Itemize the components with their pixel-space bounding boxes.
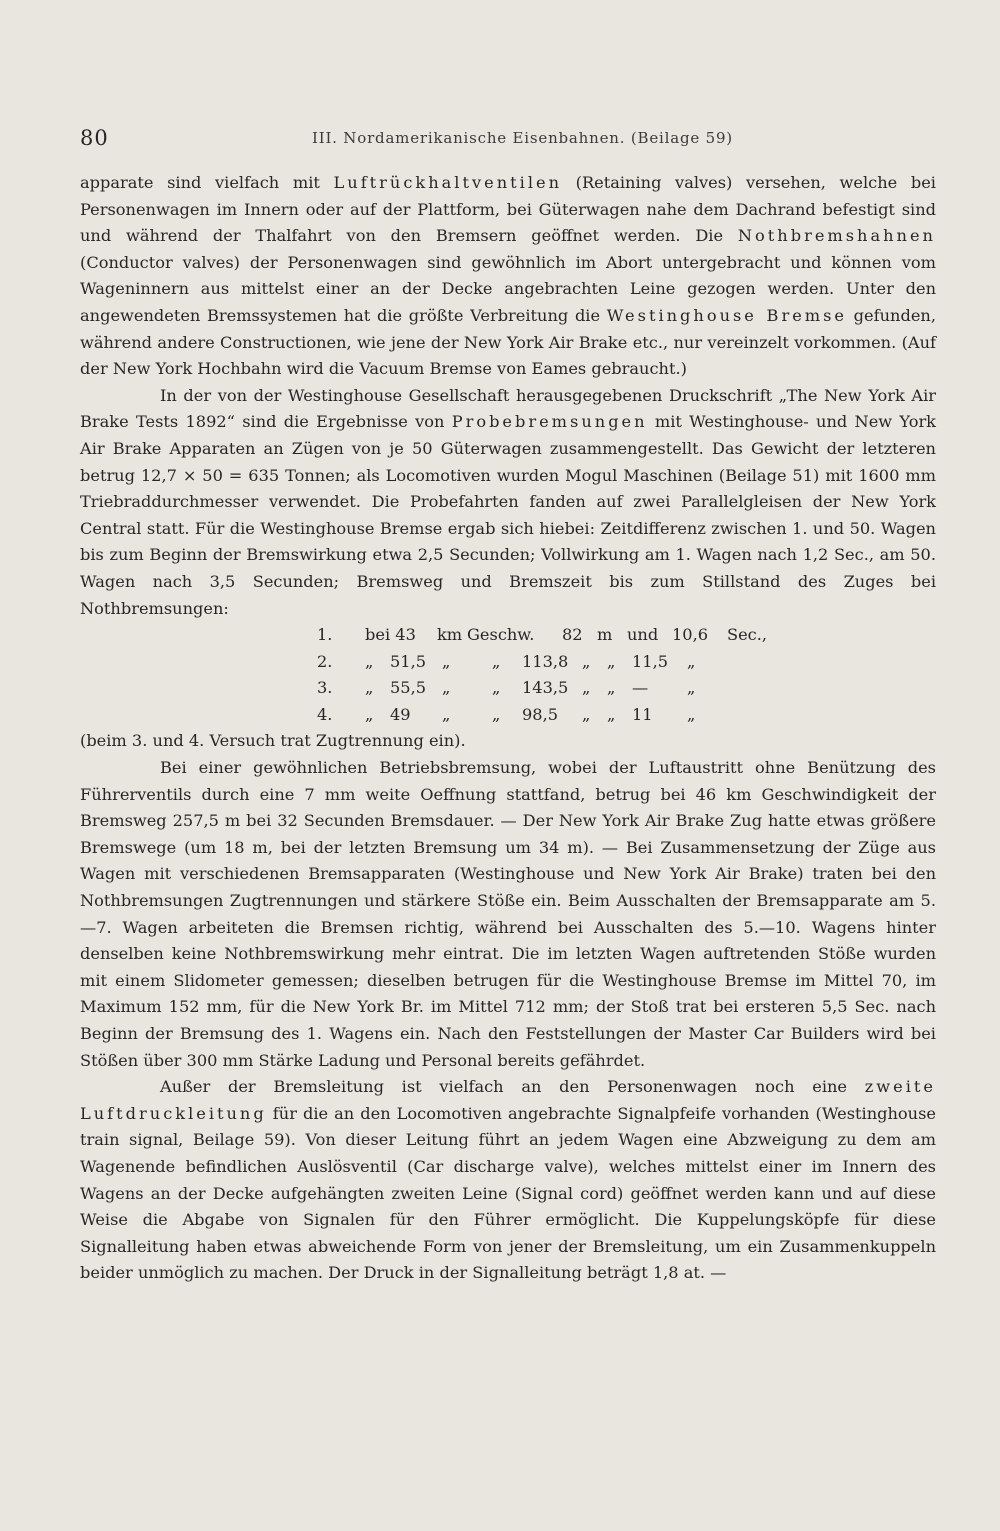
table-cell: 55,5 bbox=[390, 678, 427, 698]
table-cell: und bbox=[627, 625, 659, 645]
table-cell: 143,5 bbox=[522, 678, 569, 698]
table-cell: 51,5 bbox=[390, 651, 427, 671]
table-cell: „ bbox=[687, 704, 696, 724]
paragraph-retaining-valves bbox=[80, 170, 936, 383]
paragraph-service-braking: Bei einer gewöhnlichen Betriebsbremsung, wobei der Luftaustritt ohne Benützung des Führerventils durch eine 7 mm weite Oeffnung stattfand, betrug bei 46 km Geschwindigkeit der Bremsweg 257,5 m bei 32 Secunden Bremsdauer. — Der New York Air Brake Zug hatte etwas größere Bremswege (um 18 m, bei der letzten Bremsung um 34 m). — Bei Zusammensetzung der Züge aus Wagen mit verschiedenen Bremsapparaten (Westinghouse und New York Air Brake) traten bei den Nothbremsungen Zugtrennungen und stärkere Stöße ein. Beim Ausschalten der Bremsapparate am 5.—7. Wagen arbeiteten die Bremsen richtig, während bei Ausschalten des 5.—10. Wagens hinter denselben keine Nothbremswirkung mehr eintrat. Die im letzten Wagen auftretenden Stöße wurden mit einem Slidometer gemessen; dieselben betrugen für die Westinghouse Bremse im Mittel 70, im Maximum 152 mm, für die New York Br. im Mittel 712 mm; der Stoß trat bei ersteren 5,5 Sec. nach Beginn der Bremsung des 1. Wagens ein. Nach den Feststellungen der Master Car Builders wird bei Stößen über 300 mm Stärke Ladung und Personal bereits gefährdet. bbox=[80, 758, 936, 1070]
paragraph-brake-tests bbox=[80, 383, 936, 622]
table-cell: m bbox=[597, 625, 613, 645]
page-number: 80 bbox=[80, 126, 109, 150]
running-head: III. Nordamerikanische Eisenbahnen. (Beilage 59) bbox=[312, 129, 733, 147]
table-row bbox=[80, 675, 936, 702]
page-header bbox=[80, 126, 936, 156]
emphasis-term: Probebremsungen bbox=[451, 412, 648, 432]
table-cell: „ bbox=[687, 678, 696, 698]
table-cell: 2. bbox=[317, 651, 333, 671]
text-run: (Conductor valves) der Personenwagen sind gewöhnlich im Abort untergebracht und können vom Wageninnern aus mittelst einer an der Decke angebrachten Leine gezogen werden. Unter den angewendeten Bremssystemen hat die größte Verbreitung die bbox=[80, 252, 936, 325]
text-run: für die an den Locomotiven angebrachte Signalpfeife vorhanden (Westinghouse train signal, Beilage 59). Von dieser Leitung führt an jedem Wagen eine Abzweigung zu dem am Wagenende befindlichen Auslösventil (Car discharge valve), welches mittelst einer im Innern des Wagens an der Decke aufgehängten zweiten Leine (Signal cord) geöffnet werden kann und auf diese Weise die Abgabe von Signalen für den Führer ermöglicht. Die Kuppelungsköpfe für diese Signalleitung haben etwas abweichende Form von jener der Bremsleitung, um ein Zusammenkuppeln beider unmöglich zu machen. Der Druck in der Signalleitung beträgt 1,8 at. — bbox=[80, 1103, 936, 1283]
table-note: (beim 3. und 4. Versuch trat Zugtrennung ein). bbox=[80, 731, 466, 751]
table-cell: „ bbox=[442, 651, 451, 671]
table-cell: 82 bbox=[562, 625, 583, 645]
table-cell: 3. bbox=[317, 678, 333, 698]
table-cell: „ bbox=[492, 678, 501, 698]
paragraph-signal-line bbox=[80, 1074, 936, 1287]
table-cell: 11,5 bbox=[632, 651, 669, 671]
text-run: Außer der Bremsleitung ist vielfach an den Personenwagen noch eine bbox=[160, 1077, 865, 1097]
table-cell: 49 bbox=[390, 704, 411, 724]
text-run: gefunden, während andere Constructionen, wie jene der New York Air Brake etc., nur vereinzelt vorkommen. (Auf der New York Hochbahn wird die Vacuum Bremse von Eames gebraucht.) bbox=[80, 305, 936, 379]
table-cell: „ bbox=[582, 678, 591, 698]
table-cell: „ bbox=[492, 704, 501, 724]
table-cell: 4. bbox=[317, 704, 333, 724]
table-cell: „ bbox=[607, 704, 616, 724]
table-cell: „ bbox=[607, 678, 616, 698]
table-cell: 113,8 bbox=[522, 651, 569, 671]
emphasis-term: Nothbremshahnen bbox=[737, 226, 936, 246]
table-cell: „ bbox=[365, 678, 374, 698]
text-run: In der von der Westinghouse Gesellschaft herausgegebenen Druckschrift „The New York Air Brake Tests 1892“ sind die Ergebnisse von bbox=[80, 385, 936, 432]
table-cell: „ bbox=[365, 651, 374, 671]
braking-results-table bbox=[80, 622, 936, 728]
table-row bbox=[80, 622, 936, 649]
text-run: apparate sind vielfach mit bbox=[80, 173, 334, 192]
table-cell: „ bbox=[687, 651, 696, 671]
table-cell: „ bbox=[607, 651, 616, 671]
table-cell: „ bbox=[442, 704, 451, 724]
table-cell: Geschw. bbox=[467, 625, 535, 645]
table-row bbox=[80, 649, 936, 676]
table-row bbox=[80, 702, 936, 729]
table-cell: „ bbox=[582, 651, 591, 671]
table-cell: Sec., bbox=[727, 625, 768, 645]
table-cell: 10,6 bbox=[672, 625, 709, 645]
table-cell: „ bbox=[492, 651, 501, 671]
emphasis-term: zweite Luftdruckleitung bbox=[80, 1077, 936, 1123]
emphasis-term: Westinghouse Bremse bbox=[606, 305, 848, 325]
page-body bbox=[80, 170, 936, 1287]
table-cell: 98,5 bbox=[522, 704, 559, 724]
table-cell: 11 bbox=[632, 704, 653, 724]
table-cell: bei 43 bbox=[365, 625, 416, 645]
table-cell: „ bbox=[442, 678, 451, 698]
text-run: (Retaining valves) versehen, welche bei Personenwagen im Innern oder auf der Plattform, bei Güterwagen nahe dem Dachrand befestigt sind und während der Thalfahrt von den Bremsern geöffnet werden. Die bbox=[80, 173, 936, 246]
emphasis-term: Luftrückhaltventilen bbox=[333, 173, 562, 192]
table-cell: „ bbox=[365, 704, 374, 724]
table-cell: 1. bbox=[317, 625, 333, 645]
table-cell: km bbox=[437, 625, 463, 645]
table-cell: — bbox=[632, 678, 649, 698]
text-run: mit Westinghouse- und New York Air Brake Apparaten an Zügen von je 50 Güterwagen zusammengestellt. Das Gewicht der letzteren betrug 12,7 × 50 = 635 Tonnen; als Locomotiven wurden Mogul Maschinen (Beilage 51) mit 1600 mm Triebraddurchmesser verwendet. Die Probefahrten fanden auf zwei Parallelgleisen der New York Central statt. Für die Westinghouse Bremse ergab sich hiebei: Zeitdifferenz zwischen 1. und 50. Wagen bis zum Beginn der Bremswirkung etwa 2,5 Secunden; Vollwirkung am 1. Wagen nach 1,2 Sec., am 50. Wagen nach 3,5 Secunden; Bremsweg und Bremszeit bis zum Stillstand des Zuges bei Nothbremsungen: bbox=[80, 412, 936, 618]
table-cell: „ bbox=[582, 704, 591, 724]
